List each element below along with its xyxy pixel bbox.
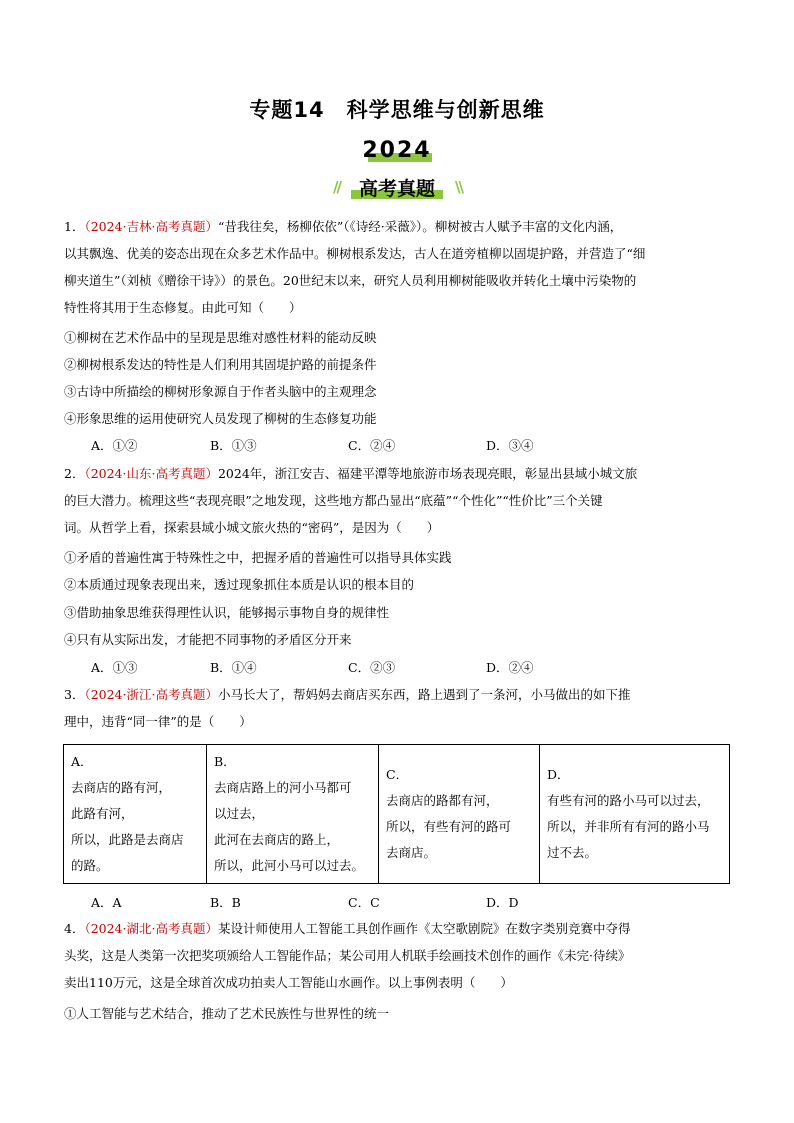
q4-source: （2024·湖北·高考真题） <box>84 921 218 936</box>
choice-a[interactable]: A．①③ <box>91 660 138 675</box>
question-2: 2．（2024·山东·高考真题）2024年，浙江安吉、福建平潭等地旅游市场表现亮眼，彰显出县域小城文旅 的巨大潜力。梳理这些“表现亮眼”之地发现，这些地方都凸显出“底蕴”“个性化”“性价比”三个关键 词。从哲学上看，探索县域小城文旅火热的“密码”，是因为（ ） <box>64 466 638 535</box>
decor-slash-left: // <box>333 178 340 196</box>
q4-statement: ①人工智能与艺术结合，推动了艺术民族性与世界性的统一 <box>64 1006 390 1021</box>
q1-statement: ①柳树在艺术作品中的呈现是思维对感性材料的能动反映 <box>64 330 377 345</box>
choice-c[interactable]: C．②③ <box>348 660 396 675</box>
page-title: 专题14 科学思维与创新思维 <box>249 98 545 122</box>
choice-d[interactable]: D．③④ <box>486 438 534 453</box>
q1-statement: ④形象思维的运用使研究人员发现了柳树的生态修复功能 <box>64 411 377 426</box>
q2-statement: ①矛盾的普遍性寓于特殊性之中，把握矛盾的普遍性可以指导具体实践 <box>64 550 452 565</box>
question-3: 3．（2024·浙江·高考真题）小马长大了，帮妈妈去商店买东西，路上遇到了一条河，小马做出的如下推 理中，违背“同一律”的是（ ） <box>64 687 631 729</box>
q1-statement: ②柳树根系发达的特性是人们利用其固堤护路的前提条件 <box>64 357 377 372</box>
q1-statement: ③古诗中所描绘的柳树形象源自于作者头脑中的主观理念 <box>64 384 377 399</box>
q1-source: （2024·吉林·高考真题） <box>84 219 218 234</box>
choice-a[interactable]: A．①② <box>91 438 138 453</box>
decor-slash-right: \\ <box>455 178 462 196</box>
table-row <box>64 745 730 884</box>
option-cell-c: C． 去商店的路都有河， 所以，有些有河的路可 去商店。 <box>379 745 540 884</box>
q2-number: 2． <box>64 466 85 481</box>
q4-number: 4． <box>64 921 85 936</box>
choice-c[interactable]: C．②④ <box>348 438 396 453</box>
choice-b[interactable]: B．B <box>210 895 241 910</box>
option-cell-d: D． 有些有河的路小马可以过去， 所以，并非所有有河的路小马 过不去。 <box>540 745 730 884</box>
choice-c[interactable]: C．C <box>348 895 380 910</box>
q3-source: （2024·浙江·高考真题） <box>84 687 218 702</box>
question-4: 4．（2024·湖北·高考真题）某设计师使用人工智能工具创作画作《太空歌剧院》在数字类别竞赛中夺得 头奖，这是人类第一次把奖项颁给人工智能作品；某公司用人机联手绘画技术创作的画作《未完·待续》 卖出110万元，这是全球首次成功拍卖人工智能山水画作。以上事例表明（ ） <box>64 921 631 990</box>
choice-b[interactable]: B．①③ <box>210 438 257 453</box>
q1-number: 1． <box>64 219 85 234</box>
question-1: 1．（2024·吉林·高考真题）“昔我往矣，杨柳依依”（《诗经·采薇》）。柳树被古人赋予丰富的文化内涵， 以其飘逸、优美的姿态出现在众多艺术作品中。柳树根系发达，古人在道旁植柳以固堤护路，并营造了“细 柳夹道生”（刘桢《赠徐干诗》）的景色。20世纪末以来，研究人员利用柳树能吸收并转化土壤中污染物的 特性将其用于生态修复。由此可知（ ） <box>64 219 646 315</box>
section-heading: 高考真题 <box>345 172 449 203</box>
q2-statement: ②本质通过现象表现出来，透过现象抓住本质是认识的根本目的 <box>64 577 415 592</box>
year-heading: 2024 <box>362 138 432 163</box>
option-cell-b: B． 去商店路上的河小马都可 以过去， 此河在去商店的路上， 所以，此河小马可以过去。 <box>207 745 379 884</box>
option-cell-a: A． 去商店的路有河， 此路有河， 所以，此路是去商店 的路。 <box>64 745 207 884</box>
choice-b[interactable]: B．①④ <box>210 660 257 675</box>
q2-statement: ③借助抽象思维获得理性认识，能够揭示事物自身的规律性 <box>64 605 390 620</box>
q2-source: （2024·山东·高考真题） <box>84 466 218 481</box>
choice-d[interactable]: D．②④ <box>486 660 534 675</box>
reasoning-options-table <box>63 744 730 884</box>
choice-d[interactable]: D．D <box>486 895 519 910</box>
q2-statement: ④只有从实际出发，才能把不同事物的矛盾区分开来 <box>64 632 352 647</box>
choice-a[interactable]: A．A <box>91 895 122 910</box>
q3-number: 3． <box>64 687 85 702</box>
